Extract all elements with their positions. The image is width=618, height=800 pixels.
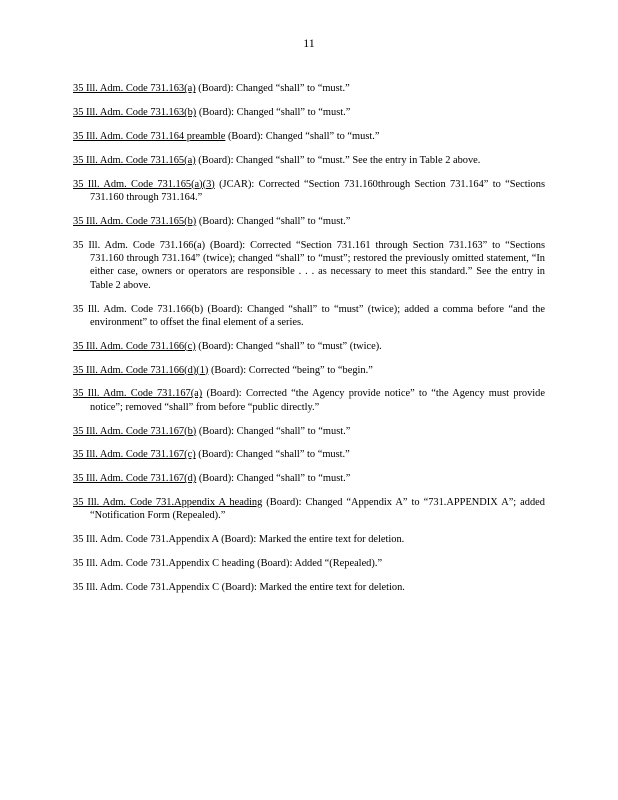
- citation: 35 Ill. Adm. Code 731.Appendix A heading: [73, 496, 263, 508]
- citation: 35 Ill. Adm. Code 731.165(a): [73, 154, 196, 166]
- list-item: [73, 303, 545, 330]
- citation: 35 Ill. Adm. Code 731.Appendix A: [73, 534, 219, 546]
- list-item: [73, 448, 545, 461]
- list-item: [73, 239, 545, 293]
- list-item: [73, 533, 545, 546]
- entry-text: (Board): Changed “shall” to “must.” See the entry in Table 2 above.: [195, 154, 481, 166]
- list-item: [73, 472, 545, 485]
- entry-text: (Board): Changed “shall” to “must.”: [195, 83, 350, 95]
- entry-text: (Board): Corrected “being” to “begin.”: [208, 364, 373, 376]
- entry-text: (Board): Corrected “Section 731.161 through Section 731.163” to “Sections 731.160 through 731.164” (twice); changed “shall” to “must”; restored the previously omitted statement, “In either case, owners or operators are responsible . . . as necessary to meet this standard.” See the entry in Table 2 above.: [90, 239, 545, 291]
- citation: 35 Ill. Adm. Code 731.166(d)(1): [73, 364, 209, 376]
- citation: 35 Ill. Adm. Code 731.163(a): [73, 83, 196, 95]
- entry-text: (Board): Changed “shall” to “must.”: [196, 425, 351, 437]
- citation: 35 Ill. Adm. Code 731.Appendix C: [73, 581, 220, 593]
- list-item: [73, 581, 545, 594]
- entry-text: (Board): Marked the entire text for deletion.: [218, 534, 405, 546]
- list-item: [73, 496, 545, 523]
- list-item: [73, 557, 545, 570]
- list-item: [73, 364, 545, 377]
- entry-text: (Board): Corrected “the Agency provide notice” to “the Agency must provide notice”; removed “shall” from before “public directly.”: [90, 388, 545, 413]
- entry-text: (Board): Changed “shall” to “must.”: [196, 107, 351, 119]
- list-item: [73, 82, 545, 95]
- entry-text: (JCAR): Corrected “Section 731.160through Section 731.164” to “Sections 731.160 through 731.164.”: [90, 178, 545, 203]
- citation: 35 Ill. Adm. Code 731.163(b): [73, 107, 197, 119]
- entry-text: (Board): Added “(Repealed).”: [254, 557, 383, 569]
- entry-text: (Board): Changed “shall” to “must.”: [225, 130, 380, 142]
- entry-text: (Board): Changed “shall” to “must.”: [196, 215, 351, 227]
- entry-text: (Board): Changed “shall” to “must” (twice); added a comma before “and the environment” to offset the final element of a series.: [90, 303, 545, 328]
- entry-text: (Board): Changed “shall” to “must” (twice).: [195, 340, 382, 352]
- list-item: [73, 106, 545, 119]
- list-item: [73, 425, 545, 438]
- entry-text: (Board): Marked the entire text for deletion.: [219, 581, 405, 593]
- citation: 35 Ill. Adm. Code 731.167(b): [73, 425, 197, 437]
- list-item: [73, 178, 545, 205]
- list-item: [73, 130, 545, 143]
- list-item: [73, 387, 545, 414]
- entry-text: (Board): Changed “shall” to “must.”: [195, 449, 350, 461]
- list-item: [73, 154, 545, 167]
- citation: 35 Ill. Adm. Code 731.167(c): [73, 449, 196, 461]
- citation: 35 Ill. Adm. Code 731.165(a)(3): [73, 178, 215, 190]
- citation: 35 Ill. Adm. Code 731.165(b): [73, 215, 197, 227]
- citation: 35 Ill. Adm. Code 731.Appendix C heading: [73, 557, 255, 569]
- citation: 35 Ill. Adm. Code 731.166(b): [73, 303, 204, 315]
- list-item: [73, 340, 545, 353]
- citation: 35 Ill. Adm. Code 731.166(c): [73, 340, 196, 352]
- entry-text: (Board): Changed “shall” to “must.”: [196, 473, 351, 485]
- citation: 35 Ill. Adm. Code 731.164 preamble: [73, 130, 226, 142]
- entry-list: [73, 72, 545, 601]
- entry-text: (Board): Changed “Appendix A” to “731.APPENDIX A”; added “Notification Form (Repealed).”: [90, 496, 545, 522]
- citation: 35 Ill. Adm. Code 731.167(a): [73, 388, 203, 400]
- list-item: [73, 215, 545, 228]
- citation: 35 Ill. Adm. Code 731.167(d): [73, 473, 197, 485]
- citation: 35 Ill. Adm. Code 731.166(a): [73, 239, 206, 251]
- page-number: 11: [303, 36, 315, 50]
